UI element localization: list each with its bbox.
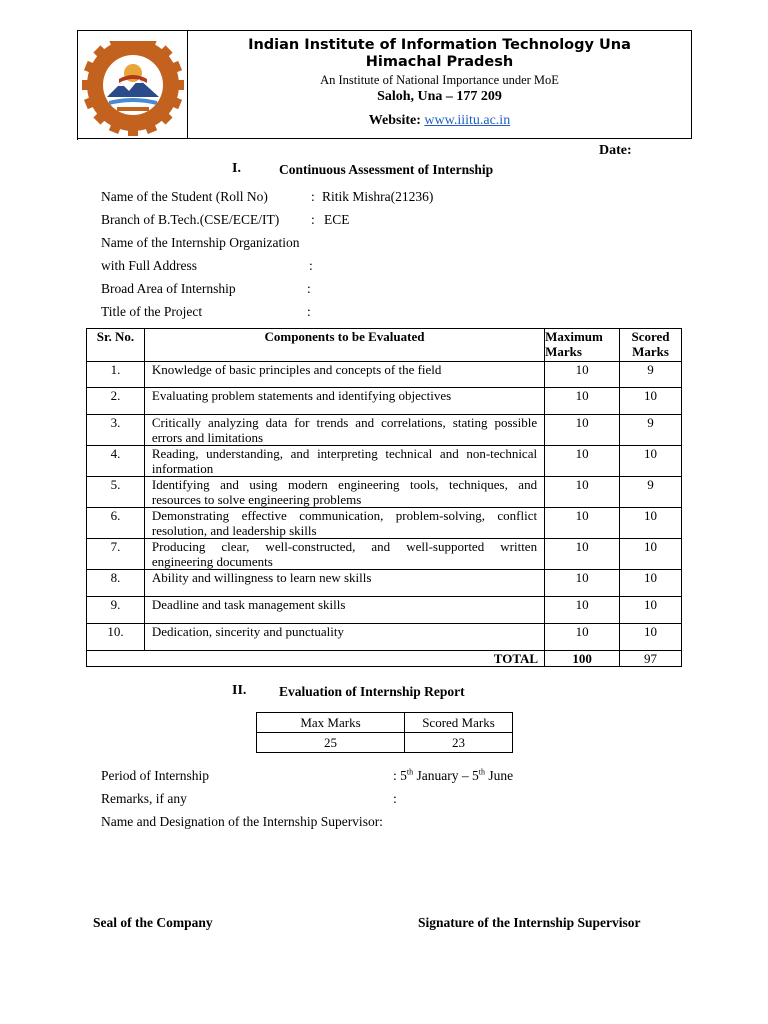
letterhead — [77, 30, 692, 139]
header-max-marks: Maximum Marks — [545, 329, 620, 362]
row-component: Knowledge of basic principles and concepts of the field — [144, 362, 544, 388]
row-max: 10 — [545, 624, 620, 651]
assessment-table — [86, 328, 682, 667]
field-branch-label: Branch of B.Tech.(CSE/ECE/IT) — [101, 212, 280, 227]
table-header-row — [87, 329, 682, 362]
field-branch-value: ECE — [324, 212, 350, 227]
divider — [77, 128, 78, 140]
row-component: Dedication, sincerity and punctuality — [144, 624, 544, 651]
field-student-name-colon: : — [311, 189, 315, 204]
institute-subtitle: An Institute of National Importance under MoE — [320, 73, 559, 87]
row-sr: 10. — [87, 624, 145, 651]
letterhead-info — [188, 31, 691, 130]
table-row — [87, 415, 682, 446]
row-component: Evaluating problem statements and identifying objectives — [144, 388, 544, 415]
row-scored: 9 — [620, 415, 682, 446]
row-component: Deadline and task management skills — [144, 597, 544, 624]
website-line — [188, 112, 691, 130]
institute-address: Saloh, Una – 177 209 — [377, 89, 502, 104]
period-colon: : — [393, 768, 397, 783]
row-sr: 6. — [87, 508, 145, 539]
row-sr: 2. — [87, 388, 145, 415]
website-link[interactable]: www.iiitu.ac.in — [424, 113, 511, 128]
row-sr: 5. — [87, 477, 145, 508]
section-2-title: Evaluation of Internship Report — [279, 684, 465, 699]
field-area-label: Broad Area of Internship — [101, 281, 236, 296]
row-max: 10 — [545, 477, 620, 508]
row-sr: 4. — [87, 446, 145, 477]
row-max: 10 — [545, 508, 620, 539]
header-scored-marks: Scored Marks — [620, 329, 682, 362]
row-scored: 10 — [620, 570, 682, 597]
row-sr: 8. — [87, 570, 145, 597]
field-project-title-colon: : — [307, 304, 311, 319]
row-max: 10 — [545, 362, 620, 388]
period-start-suffix: th — [406, 767, 414, 777]
table-row — [87, 570, 682, 597]
field-address-colon: : — [309, 258, 313, 273]
period-label: Period of Internship — [101, 768, 209, 783]
row-scored: 9 — [620, 362, 682, 388]
table-row — [87, 362, 682, 388]
date-label: Date: — [599, 143, 632, 158]
seal-label: Seal of the Company — [93, 915, 213, 930]
logo-cell — [78, 31, 188, 138]
supervisor-label: Name and Designation of the Internship Supervisor: — [101, 814, 383, 829]
total-scored: 97 — [620, 651, 682, 667]
section-2-number: II. — [232, 683, 247, 698]
remarks-colon: : — [393, 791, 397, 806]
website-label: Website: — [368, 113, 421, 128]
period-end-day: 5 — [471, 768, 479, 783]
row-max: 10 — [545, 539, 620, 570]
table-row — [87, 624, 682, 651]
row-max: 10 — [545, 597, 620, 624]
report-marks-table — [256, 712, 513, 753]
row-scored: 10 — [620, 539, 682, 570]
row-component: Demonstrating effective communication, problem-solving, conflict resolution, and leadership skills — [144, 508, 544, 539]
institute-name: Indian Institute of Information Technology Una — [248, 37, 631, 53]
period-start-day: 5 — [400, 768, 407, 783]
row-sr: 7. — [87, 539, 145, 570]
row-scored: 9 — [620, 477, 682, 508]
table-row — [87, 477, 682, 508]
row-scored: 10 — [620, 508, 682, 539]
row-scored: 10 — [620, 388, 682, 415]
report-scored-value: 23 — [405, 733, 513, 753]
row-sr: 9. — [87, 597, 145, 624]
row-scored: 10 — [620, 624, 682, 651]
field-student-name-value: Ritik Mishra(21236) — [322, 189, 434, 204]
row-component: Reading, understanding, and interpreting technical and non-technical information — [144, 446, 544, 477]
row-max: 10 — [545, 446, 620, 477]
remarks-label: Remarks, if any — [101, 791, 187, 806]
institute-state: Himachal Pradesh — [365, 54, 514, 70]
header-sr-no: Sr. No. — [87, 329, 145, 362]
row-max: 10 — [545, 388, 620, 415]
period-dash: – — [461, 768, 469, 783]
table-row — [87, 388, 682, 415]
row-component: Critically analyzing data for trends and correlations, stating possible errors and limitations — [144, 415, 544, 446]
row-max: 10 — [545, 415, 620, 446]
field-area-colon: : — [307, 281, 311, 296]
table-row — [257, 733, 513, 753]
table-header-row — [257, 713, 513, 733]
row-component: Identifying and using modern engineering tools, techniques, and resources to solve engineering problems — [144, 477, 544, 508]
period-value — [393, 768, 513, 784]
field-project-title-label: Title of the Project — [101, 304, 203, 319]
section-1-number: I. — [232, 161, 241, 176]
table-total-row — [87, 651, 682, 667]
total-max: 100 — [545, 651, 620, 667]
row-component: Ability and willingness to learn new skills — [144, 570, 544, 597]
report-max-label: Max Marks — [257, 713, 405, 733]
report-max-value: 25 — [257, 733, 405, 753]
table-row — [87, 597, 682, 624]
field-branch-colon: : — [311, 212, 315, 227]
row-scored: 10 — [620, 446, 682, 477]
field-organization-label: Name of the Internship Organization — [101, 235, 300, 250]
row-sr: 3. — [87, 415, 145, 446]
period-end-suffix: th — [478, 767, 485, 777]
table-row — [87, 446, 682, 477]
row-component: Producing clear, well-constructed, and well-supported written engineering documents — [144, 539, 544, 570]
period-end-month: June — [488, 768, 514, 783]
row-sr: 1. — [87, 362, 145, 388]
total-label: TOTAL — [87, 651, 545, 667]
report-scored-label: Scored Marks — [405, 713, 513, 733]
header-component: Components to be Evaluated — [144, 329, 544, 362]
field-student-name-label: Name of the Student (Roll No) — [101, 189, 268, 204]
field-address-label: with Full Address — [101, 258, 198, 273]
section-1-title: Continuous Assessment of Internship — [279, 162, 494, 177]
period-start-month: January — [416, 768, 459, 783]
table-row — [87, 539, 682, 570]
row-scored: 10 — [620, 597, 682, 624]
row-max: 10 — [545, 570, 620, 597]
institute-logo-icon — [78, 41, 188, 137]
signature-label: Signature of the Internship Supervisor — [418, 915, 641, 930]
table-row — [87, 508, 682, 539]
